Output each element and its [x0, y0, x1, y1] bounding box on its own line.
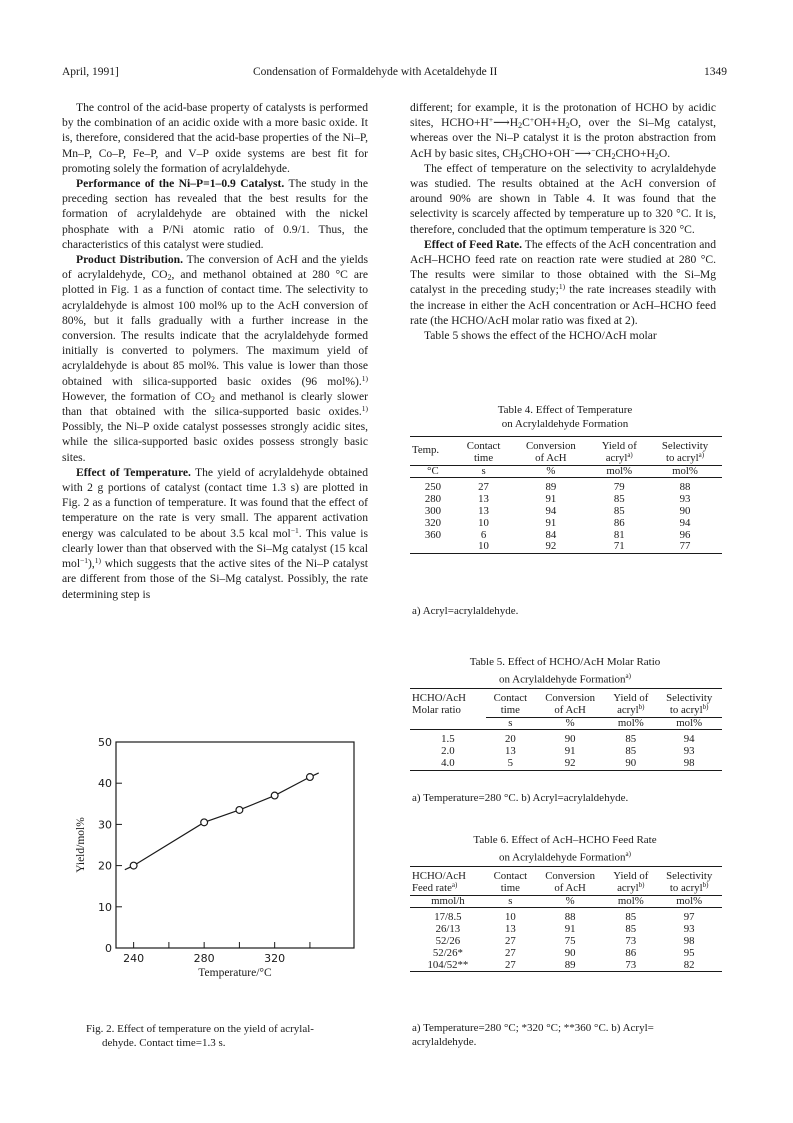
data-point	[201, 819, 208, 826]
paragraph-table5-intro: Table 5 shows the effect of the HCHO/AcH molar	[424, 329, 657, 343]
y-tick-label: 20	[98, 859, 112, 873]
table-row: 250 27 89 79 88	[424, 481, 691, 494]
table4-caption: Table 4. Effect of Temperature on Acrylaldehyde Formation	[497, 404, 633, 430]
section-heading: Effect of Temperature.	[76, 465, 191, 479]
paragraph-selectivity: The effect of temperature on the selectivity to acrylaldehyde was studied. The results obtained at the AcH conversion of around 90% are shown in Table 4. It was found that the selectivity is scarcely affected by temperature up to 320 °C. It is, therefore, concluded that the optimum temperature is 320 °C.	[410, 161, 716, 236]
series-line	[125, 773, 319, 870]
figure2-caption: Fig. 2. Effect of temperature on the yield of acrylal- dehyde. Contact time=1.3 s.	[86, 1023, 314, 1049]
paragraph-performance: Performance of the Ni–P=1–0.9 Catalyst. The study in the preceding section has revealed that the best results for the formation of acrylaldehyde are obtained with the nickel phosphate with a P/Ni atomic ratio of 0.9/1. Thus, the characteristics of this catalyst were studied.	[62, 177, 369, 251]
data-point	[307, 774, 314, 781]
paragraph-rate-step: different; for example, it is the protonation of HCHO by acidic sites, $HCHO+H^+⟶H_2C^+OH+H_2O$, over the Si–Mg catalyst, whereas over the Ni–P catalyst it is the proton abstraction from AcH by basic sites, $CH_3CHO+OH^-⟶^-CH_2CHO+H_2O$.	[410, 101, 716, 161]
table-row: 52/26* 27 90 86 95	[432, 946, 695, 959]
table-row: 2.0 13 91 85 93	[441, 745, 695, 758]
y-tick-label: 50	[98, 736, 112, 749]
table-row: 360 6 84 81 96	[424, 528, 691, 541]
paragraph-effect-temperature: Effect of Temperature. The yield of acrylaldehyde obtained with 2 g portions of catalyst (contact time 1.3 s) are plotted in Fig. 2 as a function of temperature. It was found that the effect of temperature on the rate is very small. The apparent activation energy was calculated to be about 3.5 kcal mol$^{-1}$. This value is clearly lower than that observed with the Si–Mg catalyst (15 kcal mol$^{-1}$),$^{1)}$ which suggests that the active sites of the Ni–P catalyst are different from those of the Si–Mg catalyst. Possibly, the rate determining step is	[62, 465, 368, 601]
table6-caption: Table 6. Effect of AcH–HCHO Feed Rate on Acrylaldehyde Formation$^{a)}$	[473, 834, 657, 864]
right-column	[410, 100, 716, 343]
table-row: 280 13 91 85 93	[424, 493, 691, 506]
x-tick-label: 280	[193, 952, 215, 965]
table4-footnote: a) Acryl=acrylaldehyde.	[412, 605, 519, 617]
data-point	[236, 807, 243, 814]
data-point	[271, 792, 278, 799]
section-heading: Performance of the Ni–P=1–0.9 Catalyst.	[76, 177, 285, 191]
table-row: 17/8.5 10 88 85 97	[434, 911, 695, 924]
y-tick-label: 40	[98, 777, 112, 791]
x-tick-label: 240	[123, 952, 145, 965]
paragraph-product-distribution: Product Distribution. The conversion of AcH and the yields of acrylaldehyde, $CO_2$, and methanol obtained at 280 °C are plotted in Fig. 1 as a function of contact time. The selectivity to acrylaldehyde is almost 100 mol% up to the AcH conversion of 80%, but it falls gradually with a further increase in the conversion. The results indicate that the acrylaldehyde formed initially is converted to polymers. The maximum yield of acrylaldehyde is about 85 mol%. This value is lower than those obtained with silica-supported basic oxides (96 mol%).$^{1)}$ However, the formation of $CO_2$ and methanol is clearly slower than that obtained with the silica-supported basic oxides.$^{1)}$ Possibly, the Ni–P oxide catalyst possesses strongly acidic sites, while the silica-supported basic oxides possess strongly basic sites.	[62, 253, 368, 464]
data-point	[130, 862, 137, 869]
figure2-chart	[70, 730, 390, 990]
section-heading: Product Distribution.	[76, 253, 183, 267]
table-row: 26/13 13 91 85 93	[435, 923, 695, 936]
table5-caption: Table 5. Effect of HCHO/AcH Molar Ratio on Acrylaldehyde Formation$^{a)}$	[469, 656, 661, 686]
table4: Temp. Contact Conversion Yield of Selectivity time of AcH acryl$^{a)}$ to acryl$^{a)}$ °C s % mol% mol% 250 27 89 79 88 280 13 91 85 93 300 13 94 85 90 320 10 91 86 94 360 6 84 81 96 10 92 71 77	[410, 436, 722, 554]
table5-footnote: a) Temperature=280 °C. b) Acryl=acrylaldehyde.	[412, 792, 629, 804]
page-number: 1349	[704, 66, 727, 78]
table-row: 1.5 20 90 85 94	[441, 733, 695, 746]
running-header-date: April, 1991]	[62, 66, 119, 78]
x-axis-label: Temperature/°C	[198, 967, 272, 979]
table5: HCHO/AcH Contact Conversion Yield of Selectivity Molar ratio time of AcH acryl$^{b)}$ to acryl$^{b)}$ s % mol% mol% 1.5 20 90 85 94 2.0 13 91 85 93 4.0 5 92 90 98	[410, 688, 722, 771]
section-heading: Effect of Feed Rate.	[424, 237, 522, 251]
table-row: 300 13 94 85 90	[424, 504, 691, 517]
table6-footnote: a) Temperature=280 °C; *320 °C; **360 °C. b) Acryl= acrylaldehyde.	[412, 1022, 654, 1048]
paragraph-feed-rate: Effect of Feed Rate. The effects of the AcH concentration and AcH–HCHO feed rate on reaction rate were studied at 280 °C. The results were similar to those obtained with the Si–Mg catalyst in the preceding study;$^{1)}$ the rate increases steadily with the increase in either the AcH concentration or AcH–HCHO feed rate (the HCHO/AcH molar ratio was fixed at 2).	[410, 237, 716, 327]
x-tick-label: 320	[264, 952, 286, 965]
y-tick-label: 0	[105, 942, 112, 955]
table-row: 104/52** 27 89 73 82	[410, 960, 722, 972]
running-header-title: Condensation of Formaldehyde with Acetaldehyde II	[253, 66, 498, 78]
table-row: 4.0 5 92 90 98	[410, 758, 722, 770]
left-column	[62, 100, 368, 602]
y-tick-label: 10	[98, 900, 112, 914]
paragraph-acid-base: The control of the acid-base property of catalysts is performed by the combination of an acidic oxide with a more basic oxide. It is, therefore, considered that the acid-base properties of the Ni–P, Mn–P, Co–P, Fe–P, and V–P oxide systems are best fit for promoting solely the formation of acrylaldehyde.	[62, 101, 368, 175]
y-tick-label: 30	[98, 818, 112, 832]
table-row: 320 10 91 86 94	[424, 516, 691, 529]
y-axis-label: Yield/mol%	[75, 817, 87, 873]
table6: HCHO/AcH Contact Conversion Yield of Selectivity Feed rate$^{a)}$ time of AcH acryl$^{b)}$ to acryl$^{b)}$ mmol/h s % mol% mol% 17/8.5 10 88 85 97 26/13 13 91 85 93 52/26 27 75 73 98 52/26* 27 90 86 95 104/52** 27 89 73 82	[410, 866, 722, 972]
table-row: 52/26 27 75 73 98	[435, 934, 695, 947]
table-row: 10 92 71 77	[410, 541, 722, 553]
